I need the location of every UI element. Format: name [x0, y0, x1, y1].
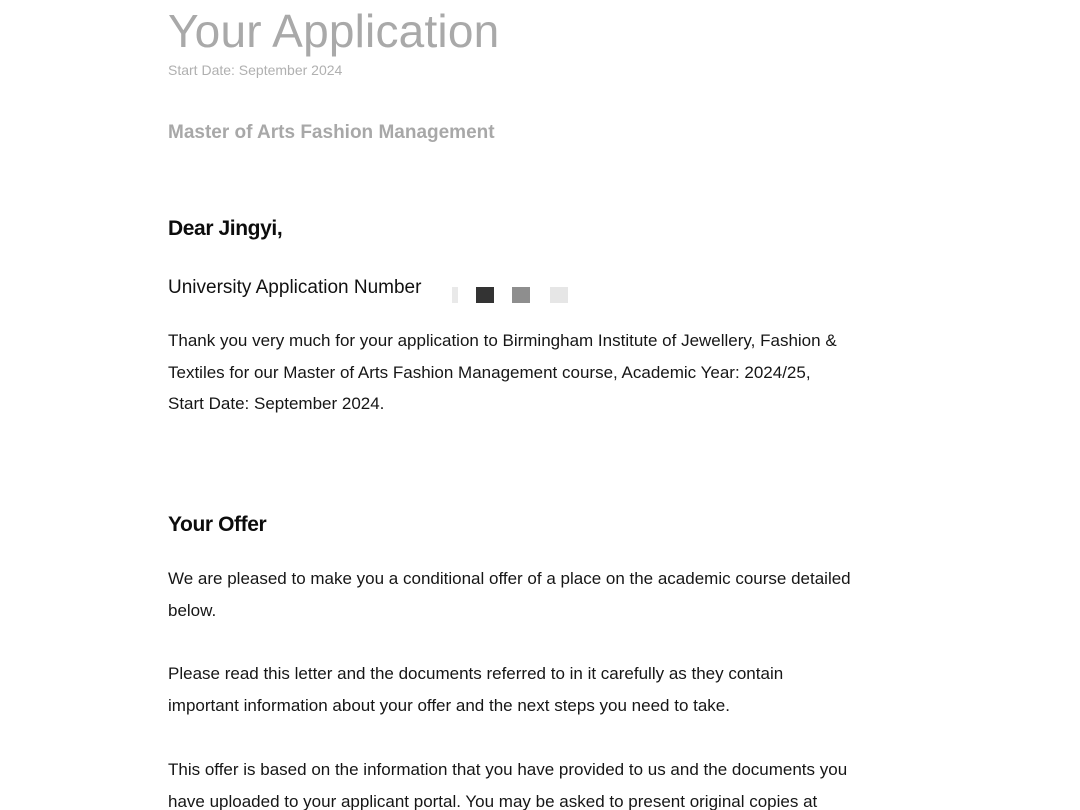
redacted-application-number: [452, 285, 570, 305]
intro-line: Textiles for our Master of Arts Fashion Management course, Academic Year: 2024/25,: [168, 362, 811, 382]
offer-line: below.: [168, 600, 217, 620]
offer-paragraph: [168, 563, 851, 626]
page-title: Your Application: [168, 5, 500, 57]
offer-basis-paragraph: [168, 754, 847, 810]
read-carefully-paragraph: [168, 658, 783, 721]
application-number-label: University Application Number: [168, 277, 422, 298]
basis-line: This offer is based on the information that you have provided to us and the documents you: [168, 760, 848, 779]
course-name: Master of Arts Fashion Management: [168, 122, 495, 143]
start-date: Start Date: September 2024: [168, 62, 343, 78]
offer-line: We are pleased to make you a conditional offer of a place on the academic course detailed: [168, 569, 851, 588]
intro-line: Start Date: September 2024.: [168, 394, 385, 413]
intro-line: Thank you very much for your application to Birmingham Institute of Jewellery, Fashion &: [168, 331, 837, 350]
basis-line: have uploaded to your applicant portal. You may be asked to present original copies at: [168, 791, 818, 810]
intro-paragraph: [168, 325, 837, 420]
salutation: Dear Jingyi,: [168, 217, 283, 240]
offer-heading: Your Offer: [168, 513, 267, 536]
read-line: Please read this letter and the documents referred to in it carefully as they contain: [168, 664, 784, 683]
read-line: important information about your offer and the next steps you need to take.: [168, 695, 730, 715]
